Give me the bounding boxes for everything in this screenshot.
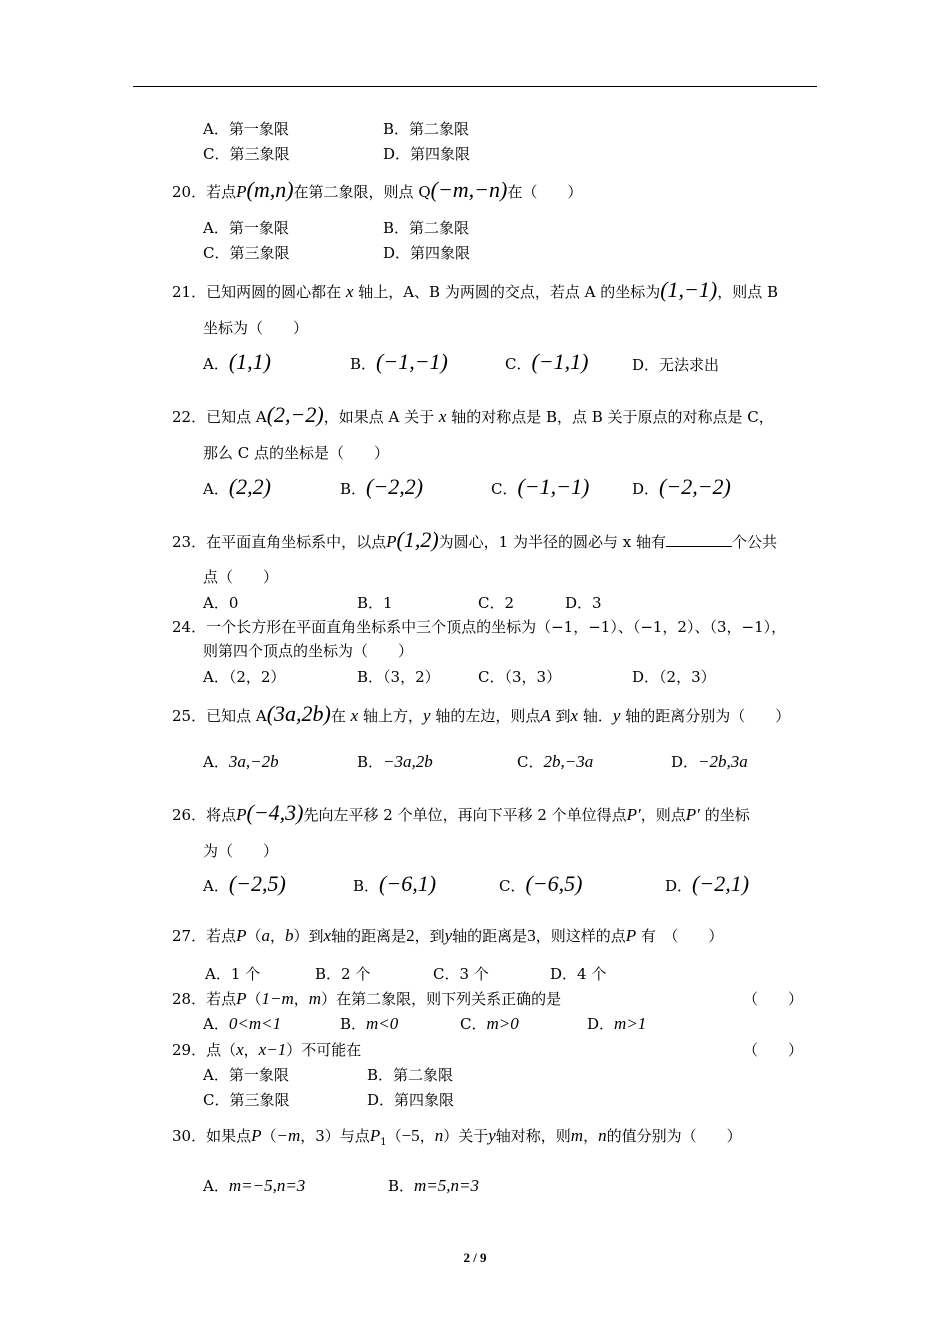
q27-text-h: ，则这样的点	[535, 927, 626, 945]
q20-coord-q: (−m,−n)	[430, 177, 508, 202]
q27-text-i: 有 （ ）	[640, 927, 724, 945]
q28-option-a-label: A．	[203, 1015, 229, 1033]
q27-num-two: 2	[406, 926, 415, 945]
q30-text-c: ，3）与点	[300, 1127, 370, 1145]
q25-var-y: y	[423, 706, 431, 725]
q23-option-a[interactable]: A．0	[203, 594, 239, 612]
q28-point-p: P	[236, 989, 247, 1008]
q25-var-x: x	[350, 706, 359, 725]
q21-stem	[172, 277, 779, 302]
q21-option-b[interactable]	[350, 349, 448, 374]
q28-option-a-value: 0<m<1	[228, 1014, 282, 1033]
q30-option-b-value: m=5,n=3	[414, 1176, 480, 1195]
q27-number: 27．	[172, 927, 207, 945]
q25-option-b[interactable]	[357, 752, 433, 772]
q30-option-b[interactable]	[388, 1176, 479, 1196]
q26-option-b[interactable]	[353, 871, 437, 896]
q30-expr-1: −m	[276, 1126, 301, 1145]
q27-var-x: x	[323, 926, 332, 945]
q27-text-a: 若点	[206, 927, 237, 945]
q23-option-c[interactable]: C．2	[478, 594, 515, 612]
q21-option-c-label: C．	[505, 355, 532, 373]
q30-text-a: 如果点	[206, 1127, 252, 1145]
q27-num-three: 3	[527, 926, 536, 945]
q27-var-a: a	[261, 926, 271, 945]
q25-option-a[interactable]	[203, 752, 279, 772]
q20-stem	[172, 177, 583, 202]
q25-coord: (3a,2b)	[266, 701, 331, 726]
q27-text-d: ）到	[293, 927, 324, 945]
q28-number: 28．	[172, 990, 207, 1008]
q25-text-b: 在	[330, 707, 346, 725]
q30-text-f: ）关于	[443, 1127, 489, 1145]
q28-var-m: m	[308, 989, 322, 1008]
q27-stem	[172, 926, 723, 946]
q24-option-d[interactable]: D．（2，3）	[632, 668, 716, 686]
q24-stem	[172, 617, 786, 637]
q23-option-b[interactable]: B．1	[357, 594, 393, 612]
q29-option-d[interactable]: D．第四象限	[367, 1091, 455, 1109]
q24-text: 一个长方形在平面直角坐标系中三个顶点的坐标为（−1，−1）、（−1，2）、（3，−1），	[206, 618, 787, 636]
q26-text-d: 的坐标	[704, 806, 750, 824]
q30-var-y: y	[488, 1126, 496, 1145]
q20-number: 20．	[172, 183, 207, 201]
q24-number: 24．	[172, 618, 207, 636]
q30-subscript: 1	[380, 1137, 387, 1148]
q28-expr-1: 1−m	[261, 989, 294, 1008]
q27-point-p: P	[236, 926, 247, 945]
q21-option-b-label: B．	[350, 355, 377, 373]
q23-stem-line2: 点（ ）	[203, 568, 279, 586]
q30-text-d: （	[386, 1127, 402, 1145]
q30-stem	[172, 1126, 742, 1153]
q21-option-b-value: (−1,−1)	[376, 349, 448, 374]
q29-answer-paren[interactable]: （ ）	[743, 1041, 804, 1059]
q22-var-x: x	[438, 407, 447, 426]
q30-text-g: 轴对称，则	[495, 1127, 571, 1145]
q26-option-c-label: C．	[499, 877, 526, 895]
q26-option-d-value: (−2,1)	[692, 871, 750, 896]
q25-option-b-value: −3a,2b	[383, 752, 433, 771]
q26-option-b-label: B．	[353, 877, 380, 895]
q24-option-a[interactable]: A．（2，2）	[203, 668, 286, 686]
q26-option-b-value: (−6,1)	[379, 871, 437, 896]
q30-text-b: （	[261, 1127, 277, 1145]
q27-option-a[interactable]: A．1 个	[205, 965, 261, 983]
q29-option-b[interactable]: B．第二象限	[367, 1066, 454, 1084]
q27-option-b[interactable]: B．2 个	[315, 965, 371, 983]
q20-option-c[interactable]: C．第三象限	[203, 244, 290, 262]
q28-stem	[172, 989, 561, 1009]
q22-option-c-value: (−1,−1)	[517, 474, 590, 499]
q23-point-p: P	[386, 532, 397, 551]
q25-option-c[interactable]	[517, 752, 593, 772]
q25-option-c-label: C．	[517, 753, 544, 771]
q27-text-f: ，到	[414, 927, 445, 945]
q26-option-c[interactable]	[499, 871, 583, 896]
q28-option-c-label: C．	[460, 1015, 487, 1033]
q25-var-x2: x	[570, 706, 579, 725]
q23-number: 23．	[172, 533, 207, 551]
q28-text-d: ）在第二象限，则下列关系正确的是	[321, 990, 562, 1008]
q30-var-n: n	[434, 1126, 444, 1145]
q30-option-a[interactable]	[203, 1176, 305, 1196]
q21-var-x: x	[345, 282, 354, 301]
q28-option-b[interactable]	[340, 1014, 398, 1034]
q24-option-c[interactable]: C．（3，3）	[478, 668, 562, 686]
q25-number: 25．	[172, 707, 207, 725]
q19-option-c[interactable]: C．第三象限	[203, 145, 290, 163]
q21-stem-line2: 坐标为（ ）	[203, 319, 309, 337]
q30-text-i: 的值分别为（ ）	[606, 1127, 742, 1145]
q28-option-b-value: m<0	[366, 1014, 399, 1033]
q27-text-c: ，	[270, 927, 286, 945]
q26-text-a: 将点	[206, 806, 237, 824]
q26-option-d[interactable]	[665, 871, 750, 896]
q20-text-c: 在（ ）	[507, 183, 583, 201]
q28-option-c[interactable]	[460, 1014, 519, 1034]
q25-point-a: A	[540, 706, 551, 725]
q22-stem	[172, 402, 774, 427]
q22-option-a[interactable]	[203, 474, 271, 499]
q30-var-m: m	[570, 1126, 584, 1145]
q25-text-g: 轴的距离分别为（ ）	[625, 707, 791, 725]
q20-option-b[interactable]: B．第二象限	[383, 219, 470, 237]
q26-option-a[interactable]	[203, 871, 286, 896]
q28-text-b: （	[246, 990, 262, 1008]
q30-option-b-label: B．	[388, 1177, 415, 1195]
q28-option-d-value: m>1	[614, 1014, 647, 1033]
q26-text-c: ，则点	[640, 806, 686, 824]
q22-option-b[interactable]	[340, 474, 424, 499]
q26-point-p-prime-2: P′	[685, 805, 700, 824]
q27-var-y: y	[444, 926, 453, 945]
q25-text-a: 已知点 A	[206, 707, 267, 725]
q23-answer-blank[interactable]	[666, 532, 732, 547]
q25-text-e: 到	[555, 707, 571, 725]
q22-option-d[interactable]	[632, 474, 731, 499]
q21-option-d[interactable]: D．无法求出	[632, 356, 720, 374]
q28-option-c-value: m>0	[486, 1014, 519, 1033]
q26-stem-line2: 为（ ）	[203, 842, 279, 860]
q21-text-a: 已知两圆的圆心都在	[206, 283, 342, 301]
q30-number: 30．	[172, 1127, 207, 1145]
q20-point-p: P	[236, 182, 247, 201]
q22-option-d-value: (−2,−2)	[659, 474, 731, 499]
q25-text-f: 轴．	[582, 707, 613, 725]
q29-option-c[interactable]: C．第三象限	[203, 1091, 290, 1109]
q28-option-d[interactable]	[587, 1014, 646, 1034]
q22-option-b-value: (−2,2)	[366, 474, 424, 499]
q22-number: 22．	[172, 408, 207, 426]
q23-stem	[172, 527, 777, 552]
q21-option-c[interactable]	[505, 349, 589, 374]
q29-option-a[interactable]: A．第一象限	[203, 1066, 289, 1084]
q25-option-a-label: A．	[203, 753, 229, 771]
q23-text-c: 个公共	[731, 533, 777, 551]
q27-option-d[interactable]: D．4 个	[550, 965, 607, 983]
q25-var-y2: y	[612, 706, 621, 725]
q22-text-c: 轴的对称点是 B，点 B 关于原点的对称点是 C，	[451, 408, 774, 426]
q20-text-b: 在第二象限，则点 Q	[293, 183, 431, 201]
q22-text-b: ，如果点 A 关于	[323, 408, 435, 426]
q25-option-b-label: B．	[357, 753, 384, 771]
header-rule	[133, 86, 817, 87]
q28-option-b-label: B．	[340, 1015, 367, 1033]
q27-text-b: （	[246, 927, 262, 945]
q22-option-a-label: A．	[203, 480, 229, 498]
q23-text-b: 为圆心，1 为半径的圆必与 x 轴有	[438, 533, 666, 551]
q21-option-a-value: (1,1)	[228, 349, 271, 374]
q22-option-a-value: (2,2)	[228, 474, 271, 499]
q27-point-p-2: P	[625, 926, 637, 945]
q29-number: 29．	[172, 1041, 207, 1059]
q25-option-a-value: 3a,−2b	[228, 752, 279, 771]
q30-option-a-label: A．	[203, 1177, 229, 1195]
q21-option-a[interactable]	[203, 349, 271, 374]
q27-text-g: 轴的距离是	[452, 927, 528, 945]
q26-coord: (−4,3)	[246, 800, 304, 825]
q21-option-a-label: A．	[203, 355, 229, 373]
q21-coord: (1,−1)	[660, 277, 718, 302]
q25-text-c: 轴上方，	[362, 707, 423, 725]
page-number: 2 / 9	[463, 1250, 487, 1265]
q26-option-d-label: D．	[665, 877, 693, 895]
q21-text-b: 轴上，A、B 为两圆的交点，若点 A 的坐标为	[358, 283, 661, 301]
q28-text-a: 若点	[206, 990, 237, 1008]
q22-option-d-label: D．	[632, 480, 660, 498]
q28-option-a[interactable]	[203, 1014, 281, 1034]
q24-option-b[interactable]: B．（3，2）	[357, 668, 440, 686]
q25-stem	[172, 701, 791, 726]
q22-option-b-label: B．	[340, 480, 367, 498]
q22-coord: (2,−2)	[266, 402, 324, 427]
q19-option-d[interactable]: D．第四象限	[383, 145, 471, 163]
q20-text-a: 若点	[206, 183, 237, 201]
q22-text-a: 已知点 A	[206, 408, 267, 426]
q25-option-d-value: −2b,3a	[698, 752, 748, 771]
q22-option-c-label: C．	[491, 480, 518, 498]
q26-option-a-value: (−2,5)	[228, 871, 286, 896]
q30-expr-2: −5	[401, 1126, 420, 1145]
q20-coord-p: (m,n)	[246, 177, 294, 202]
q26-option-c-value: (−6,5)	[525, 871, 583, 896]
q30-var-n2: n	[598, 1126, 607, 1145]
q22-stem-line2: 那么 C 点的坐标是（ ）	[203, 444, 390, 462]
q21-text-c: ，则点 B	[717, 283, 779, 301]
q20-option-d[interactable]: D．第四象限	[383, 244, 471, 262]
q25-option-d[interactable]	[671, 752, 748, 772]
q19-option-a[interactable]: A．第一象限	[203, 120, 289, 138]
q28-answer-paren[interactable]: （ ）	[743, 990, 804, 1008]
q30-option-a-value: m=−5,n=3	[228, 1176, 306, 1195]
q26-stem	[172, 800, 750, 825]
q22-option-c[interactable]	[491, 474, 590, 499]
q25-option-c-value: 2b,−3a	[543, 752, 594, 771]
q26-point-p-prime: P′	[626, 805, 641, 824]
q25-option-d-label: D．	[671, 753, 699, 771]
q23-option-d[interactable]: D．3	[565, 594, 602, 612]
q21-number: 21．	[172, 283, 207, 301]
q25-text-d: 轴的左边，则点	[435, 707, 541, 725]
q27-option-c[interactable]: C．3 个	[433, 965, 489, 983]
q28-text-c: ，	[293, 990, 309, 1008]
q19-option-b[interactable]: B．第二象限	[383, 120, 470, 138]
q29-var-x: x	[236, 1040, 244, 1059]
q29-text-a: 点（	[206, 1041, 237, 1059]
q26-number: 26．	[172, 806, 207, 824]
q21-option-c-value: (−1,1)	[531, 349, 589, 374]
q26-text-b: 先向左平移 2 个单位，再向下平移 2 个单位得点	[303, 806, 627, 824]
q23-coord: (1,2)	[396, 527, 439, 552]
q29-text-c: ）不可能在	[286, 1041, 362, 1059]
q30-point-p1: P	[369, 1126, 381, 1145]
q24-stem-line2: 则第四个顶点的坐标为（ ）	[203, 642, 414, 660]
q29-stem	[172, 1040, 361, 1060]
q20-option-a[interactable]: A．第一象限	[203, 219, 289, 237]
q30-text-e: ，	[419, 1127, 435, 1145]
q29-expr: x−1	[258, 1040, 287, 1059]
q28-option-d-label: D．	[587, 1015, 615, 1033]
q30-text-h: ，	[583, 1127, 599, 1145]
q27-text-e: 轴的距离是	[331, 927, 407, 945]
q27-var-b: b	[285, 926, 294, 945]
q26-option-a-label: A．	[203, 877, 229, 895]
q23-text-a: 在平面直角坐标系中，以点	[206, 533, 387, 551]
q29-text-b: ，	[243, 1041, 259, 1059]
q26-point-p: P	[236, 805, 247, 824]
q30-point-p: P	[251, 1126, 262, 1145]
